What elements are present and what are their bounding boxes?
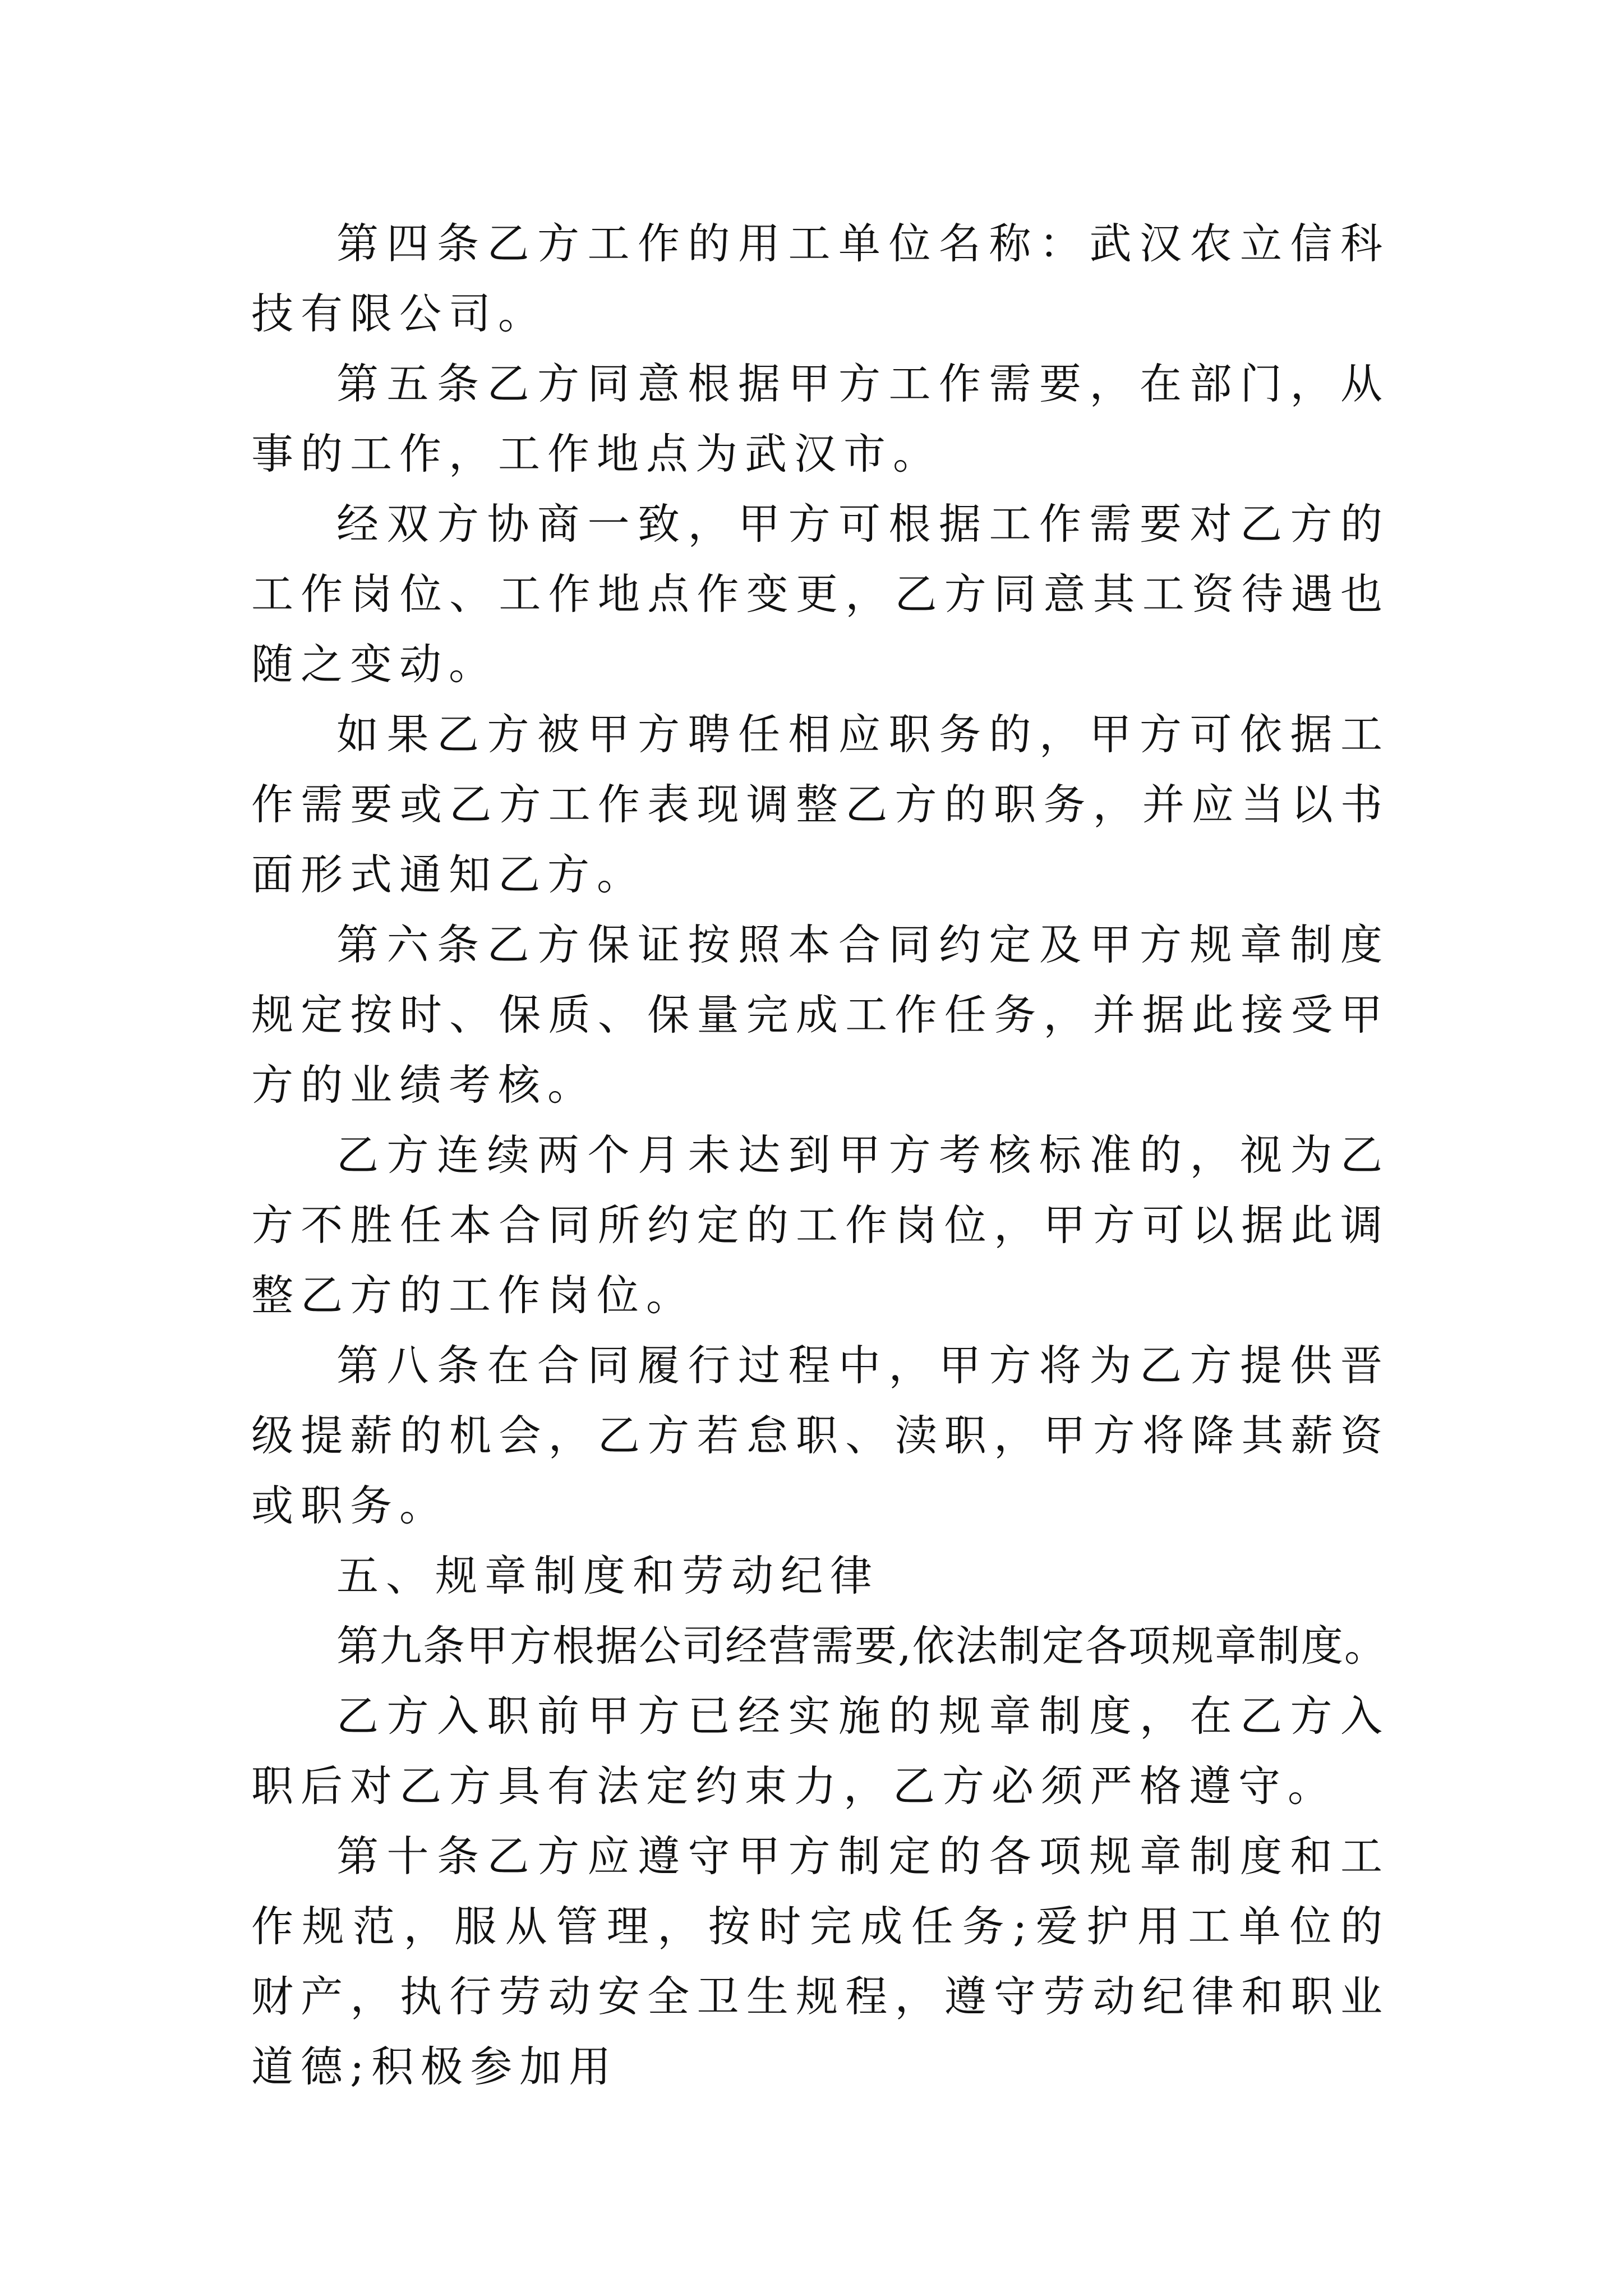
paragraph-position-change: 经双方协商一致，甲方可根据工作需要对乙方的工作岗位、工作地点作变更，乙方同意其工资待遇也随之变动。 xyxy=(251,499,1390,689)
paragraph-article-5: 第五条乙方同意根据甲方工作需要，在部门，从事的工作，工作地点为武汉市。 xyxy=(251,359,1390,478)
paragraph-article-8: 第八条在合同履行过程中，甲方将为乙方提供晋级提薪的机会，乙方若怠职、渎职，甲方将降其薪资或职务。 xyxy=(251,1341,1390,1530)
document-body xyxy=(251,209,1390,2102)
paragraph-rules-binding: 乙方入职前甲方已经实施的规章制度，在乙方入职后对乙方具有法定约束力，乙方必须严格遵守。 xyxy=(251,1691,1390,1811)
paragraph-article-4: 第四条乙方工作的用工单位名称：武汉农立信科技有限公司。 xyxy=(251,219,1390,338)
paragraph-performance-standard: 乙方连续两个月未达到甲方考核标准的，视为乙方不胜任本合同所约定的工作岗位，甲方可以据此调整乙方的工作岗位。 xyxy=(251,1130,1390,1320)
paragraph-article-9: 第九条甲方根据公司经营需要,依法制定各项规章制度。 xyxy=(336,1621,1387,1671)
section-heading-rules-discipline: 五、规章制度和劳动纪律 xyxy=(336,1551,880,1600)
paragraph-article-6: 第六条乙方保证按照本合同约定及甲方规章制度规定按时、保质、保量完成工作任务，并据此接受甲方的业绩考核。 xyxy=(251,920,1390,1110)
paragraph-job-title-adjustment: 如果乙方被甲方聘任相应职务的，甲方可依据工作需要或乙方工作表现调整乙方的职务，并应当以书面形式通知乙方。 xyxy=(251,710,1390,899)
paragraph-article-10: 第十条乙方应遵守甲方制定的各项规章制度和工作规范，服从管理，按时完成任务;爱护用工单位的财产，执行劳动安全卫生规程，遵守劳动纪律和职业道德;积极参加用 xyxy=(251,1832,1390,2091)
